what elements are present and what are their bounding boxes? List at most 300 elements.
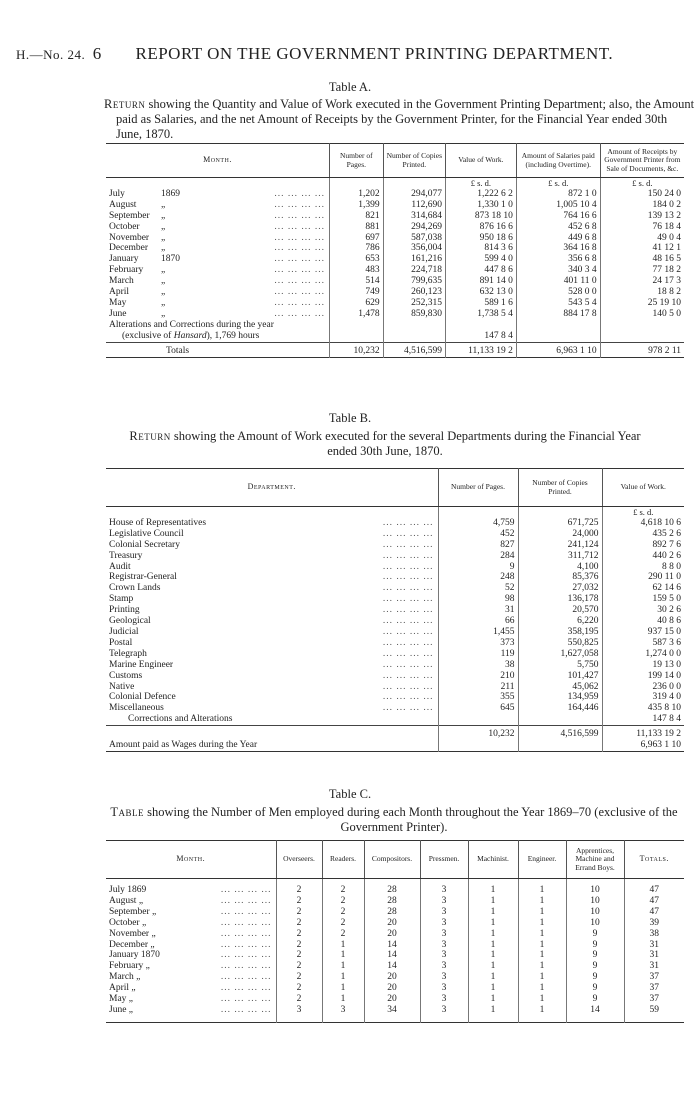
leader-dots: ... ... ... ...: [382, 616, 434, 627]
month-year: „: [161, 232, 166, 243]
value-cell: 632 13 0: [445, 287, 516, 298]
copies-cell: 136,178: [518, 594, 602, 605]
value-cell: 892 7 6: [602, 540, 684, 551]
leader-dots: ... ... ... ...: [382, 594, 434, 605]
value-cell: 1,738 5 4: [445, 309, 516, 320]
pages-cell: 514: [329, 276, 383, 287]
pages-cell: 4,759: [438, 518, 518, 529]
value-cell: 587 3 6: [602, 638, 684, 649]
month-cell: [106, 929, 276, 940]
table-a-header-receipts: Amount of Receipts by Government Printer from Sale of Documents, &c.: [600, 144, 684, 178]
table-row: [106, 692, 684, 703]
leader-dots: ... ... ... ...: [382, 539, 434, 550]
pressmen-cell: 3: [420, 907, 468, 918]
table-c-intro-lead: Table: [110, 805, 145, 819]
department-cell: [106, 649, 438, 660]
copies-cell: 356,004: [383, 243, 445, 254]
compositors-cell: 14: [364, 950, 420, 961]
engineer-cell: 1: [518, 961, 566, 972]
table-row: [106, 287, 684, 298]
receipts-cell: 48 16 5: [600, 254, 684, 265]
month-cell: [106, 940, 276, 951]
table-a-body: [106, 178, 684, 358]
month-year: „: [161, 210, 166, 221]
machinist-cell: 1: [468, 907, 518, 918]
table-row: [106, 211, 684, 222]
leader-dots: ... ... ... ...: [274, 221, 325, 232]
value-cell: 290 11 0: [602, 572, 684, 583]
empty-cell: [516, 331, 600, 342]
value-cell: 19 13 0: [602, 660, 684, 671]
salaries-cell: 364 16 8: [516, 243, 600, 254]
table-c-bottom-spacer: [106, 1016, 684, 1023]
total-copies: 4,516,599: [518, 726, 602, 740]
table-c-intro-text: showing the Number of Men employed during each Month throughout the Year 1869–70 (exclusive of the Government Printer).: [147, 805, 678, 834]
total-value: 11,133 19 2: [445, 342, 516, 357]
value-cell: 1,222 6 2: [445, 189, 516, 200]
month-year: „: [161, 243, 166, 254]
copies-cell: 671,725: [518, 518, 602, 529]
table-b-intro: [120, 429, 650, 459]
salaries-cell: 872 1 0: [516, 189, 600, 200]
value-cell: 814 3 6: [445, 243, 516, 254]
totals-cell: 47: [624, 896, 684, 907]
department-name: Audit: [109, 561, 131, 572]
month-name: January: [109, 254, 139, 265]
engineer-cell: 1: [518, 983, 566, 994]
pages-cell: 52: [438, 583, 518, 594]
leader-dots: ... ... ... ...: [382, 517, 434, 528]
month-name: August: [109, 199, 137, 210]
table-c-header-apprentices: Apprentices, Machine and Errand Boys.: [566, 841, 624, 879]
pages-cell: 452: [438, 529, 518, 540]
leader-dots: ... ... ... ...: [274, 308, 325, 319]
pages-cell: 98: [438, 594, 518, 605]
engineer-cell: 1: [518, 940, 566, 951]
table-row: [106, 562, 684, 573]
month-name: March: [109, 276, 134, 287]
department-name: Telegraph: [109, 648, 147, 659]
readers-cell: 2: [322, 918, 364, 929]
table-c-header-machinist: Machinist.: [468, 841, 518, 879]
copies-cell: 24,000: [518, 529, 602, 540]
salaries-cell: 340 3 4: [516, 265, 600, 276]
copies-cell: 294,077: [383, 189, 445, 200]
department-name: Colonial Secretary: [109, 539, 180, 550]
department-name: Printing: [109, 605, 140, 616]
leader-dots: ... ... ... ...: [220, 906, 272, 917]
overseers-cell: 2: [276, 994, 322, 1005]
engineer-cell: 1: [518, 885, 566, 896]
table-a-header-salaries: Amount of Salaries paid (including Overtime).: [516, 144, 600, 178]
totals-cell: 37: [624, 994, 684, 1005]
overseers-cell: 2: [276, 929, 322, 940]
month-cell: [106, 907, 276, 918]
table-a-caption: Table A.: [328, 80, 372, 94]
total-pages: 10,232: [329, 342, 383, 357]
leader-dots: ... ... ... ...: [382, 703, 434, 714]
page-number: 6: [92, 44, 102, 63]
month-cell: [106, 950, 276, 961]
readers-cell: 1: [322, 972, 364, 983]
empty-cell: [420, 1016, 468, 1023]
total-salaries: 6,963 1 10: [516, 342, 600, 357]
month-cell: [106, 994, 276, 1005]
month-name: June „: [109, 1004, 134, 1015]
copies-cell: 112,690: [383, 200, 445, 211]
department-cell: [106, 703, 438, 714]
overseers-cell: 2: [276, 972, 322, 983]
readers-cell: 1: [322, 983, 364, 994]
pages-cell: 1,399: [329, 200, 383, 211]
table-row: [106, 309, 684, 320]
table-row: [106, 671, 684, 682]
month-year: 1869: [161, 188, 180, 199]
leader-dots: ... ... ... ...: [220, 950, 272, 961]
table-row: [106, 518, 684, 529]
pages-cell: 38: [438, 660, 518, 671]
month-year: „: [161, 265, 166, 276]
pages-cell: 119: [438, 649, 518, 660]
leader-dots: ... ... ... ...: [220, 1004, 272, 1015]
month-name: August „: [109, 895, 144, 906]
copies-cell: 587,038: [383, 233, 445, 244]
copies-cell: 314,684: [383, 211, 445, 222]
department-cell: [106, 583, 438, 594]
table-row: [106, 649, 684, 660]
copies-cell: 311,712: [518, 551, 602, 562]
leader-dots: ... ... ... ...: [274, 297, 325, 308]
month-year: „: [161, 199, 166, 210]
leader-dots: ... ... ... ...: [382, 659, 434, 670]
month-name: May: [109, 297, 127, 308]
month-name: November „: [109, 928, 156, 939]
department-name: Native: [109, 681, 135, 692]
table-b-header-copies: Number of Copies Printed.: [518, 469, 602, 507]
month-cell: [106, 961, 276, 972]
overseers-cell: 2: [276, 907, 322, 918]
pages-cell: 697: [329, 233, 383, 244]
compositors-cell: 20: [364, 972, 420, 983]
copies-cell: 45,062: [518, 682, 602, 693]
pages-cell: 1,478: [329, 309, 383, 320]
alterations-row: [106, 320, 684, 331]
receipts-cell: 150 24 0: [600, 189, 684, 200]
month-name: July: [109, 188, 125, 199]
month-cell: [106, 222, 329, 233]
pages-cell: 373: [438, 638, 518, 649]
leader-dots: ... ... ... ...: [382, 670, 434, 681]
apprentices-cell: 9: [566, 983, 624, 994]
copies-cell: 241,124: [518, 540, 602, 551]
month-year: „: [161, 297, 166, 308]
table-row: [106, 703, 684, 714]
month-name: May „: [109, 994, 134, 1005]
department-name: Colonial Defence: [109, 692, 176, 703]
totals-cell: 31: [624, 950, 684, 961]
department-name: Crown Lands: [109, 583, 161, 594]
month-cell: [106, 983, 276, 994]
leader-dots: ... ... ... ...: [220, 917, 272, 928]
corrections-text: Corrections and Alterations: [128, 714, 233, 725]
machinist-cell: 1: [468, 994, 518, 1005]
compositors-cell: 28: [364, 885, 420, 896]
salaries-cell: 1,005 10 4: [516, 200, 600, 211]
department-name: Customs: [109, 670, 143, 681]
month-cell: [106, 972, 276, 983]
department-cell: [106, 518, 438, 529]
month-name: January 1870: [109, 950, 160, 961]
apprentices-cell: 10: [566, 896, 624, 907]
value-cell: 159 5 0: [602, 594, 684, 605]
department-name: Legislative Council: [109, 528, 184, 539]
month-cell: [106, 918, 276, 929]
page-header: [16, 44, 686, 64]
table-row: [106, 994, 684, 1005]
leader-dots: ... ... ... ...: [274, 287, 325, 298]
department-cell: [106, 627, 438, 638]
table-row: [106, 189, 684, 200]
value-cell: 589 1 6: [445, 298, 516, 309]
table-a-intro-text: showing the Quantity and Value of Work executed in the Government Printing Department; also, the Amount paid as Salaries, and the net Amount of Receipts by the Government Printer, for the Financial Year ended 30th June, 1870.: [116, 97, 695, 141]
department-cell: [106, 671, 438, 682]
department-name: Stamp: [109, 594, 134, 605]
empty-cell: [566, 1016, 624, 1023]
department-cell: [106, 660, 438, 671]
pressmen-cell: 3: [420, 929, 468, 940]
table-row: [106, 298, 684, 309]
receipts-cell: 184 0 2: [600, 200, 684, 211]
month-cell: [106, 287, 329, 298]
table-c-header-month: Month.: [106, 841, 276, 879]
readers-cell: 2: [322, 896, 364, 907]
corrections-label: [106, 714, 438, 725]
value-cell: 8 8 0: [602, 562, 684, 573]
total-value: 11,133 19 2: [602, 726, 684, 740]
department-cell: [106, 562, 438, 573]
empty-cell: [322, 1016, 364, 1023]
leader-dots: ... ... ... ...: [220, 895, 272, 906]
empty-cell: [518, 740, 602, 751]
pages-cell: 210: [438, 671, 518, 682]
alterations-label-1: Alterations and Corrections during the year: [109, 319, 274, 330]
totals-cell: 59: [624, 1005, 684, 1016]
leader-dots: ... ... ... ...: [274, 188, 325, 199]
totals-cell: 37: [624, 983, 684, 994]
value-cell: 1,330 1 0: [445, 200, 516, 211]
copies-cell: 260,123: [383, 287, 445, 298]
leader-dots: ... ... ... ...: [382, 572, 434, 583]
table-b-header-pages: Number of Pages.: [438, 469, 518, 507]
table-row: [106, 254, 684, 265]
empty-cell: [438, 740, 518, 751]
pages-cell: 66: [438, 616, 518, 627]
apprentices-cell: 10: [566, 918, 624, 929]
leader-dots: ... ... ... ...: [382, 605, 434, 616]
table-row: [106, 594, 684, 605]
copies-cell: 358,195: [518, 627, 602, 638]
month-cell: [106, 1005, 276, 1016]
leader-dots: ... ... ... ...: [220, 928, 272, 939]
month-cell: [106, 189, 329, 200]
leader-dots: ... ... ... ...: [274, 276, 325, 287]
apprentices-cell: 9: [566, 994, 624, 1005]
value-cell: 319 4 0: [602, 692, 684, 703]
month-cell: [106, 309, 329, 320]
copies-cell: 224,718: [383, 265, 445, 276]
machinist-cell: 1: [468, 983, 518, 994]
value-cell: 937 15 0: [602, 627, 684, 638]
value-cell: 950 18 6: [445, 233, 516, 244]
empty-cell: [329, 331, 383, 342]
leader-dots: ... ... ... ...: [382, 626, 434, 637]
leader-dots: ... ... ... ...: [382, 692, 434, 703]
table-a-header-pages: Number of Pages.: [329, 144, 383, 178]
month-year: 1870: [161, 254, 180, 265]
copies-cell: 1,627,058: [518, 649, 602, 660]
pages-cell: 483: [329, 265, 383, 276]
value-cell: 447 8 6: [445, 265, 516, 276]
department-cell: [106, 572, 438, 583]
pages-cell: 284: [438, 551, 518, 562]
month-cell: [106, 211, 329, 222]
leader-dots: ... ... ... ...: [274, 210, 325, 221]
salaries-cell: 543 5 4: [516, 298, 600, 309]
pages-cell: 827: [438, 540, 518, 551]
table-a-header-value: Value of Work.: [445, 144, 516, 178]
table-row: [106, 276, 684, 287]
pages-cell: 645: [438, 703, 518, 714]
department-name: Geological: [109, 616, 151, 627]
table-c-body: [106, 879, 684, 1023]
pressmen-cell: 3: [420, 961, 468, 972]
month-name: June: [109, 308, 127, 319]
total-receipts: 978 2 11: [600, 342, 684, 357]
table-row: [106, 540, 684, 551]
pressmen-cell: 3: [420, 994, 468, 1005]
alterations-hansard: Hansard: [173, 330, 207, 341]
value-cell: 40 8 6: [602, 616, 684, 627]
overseers-cell: 2: [276, 896, 322, 907]
pages-cell: 653: [329, 254, 383, 265]
table-row: [106, 529, 684, 540]
table-c-header-engineer: Engineer.: [518, 841, 566, 879]
overseers-cell: 2: [276, 940, 322, 951]
apprentices-cell: 9: [566, 961, 624, 972]
month-name: December „: [109, 939, 155, 950]
compositors-cell: 14: [364, 961, 420, 972]
table-c-intro: [104, 805, 684, 835]
leader-dots: ... ... ... ...: [274, 199, 325, 210]
department-cell: [106, 594, 438, 605]
compositors-cell: 20: [364, 983, 420, 994]
table-row: [106, 572, 684, 583]
pages-cell: 355: [438, 692, 518, 703]
totals-label: Totals: [106, 342, 329, 357]
pressmen-cell: 3: [420, 940, 468, 951]
machinist-cell: 1: [468, 885, 518, 896]
month-year: „: [161, 308, 166, 319]
receipts-cell: 49 0 4: [600, 233, 684, 244]
pressmen-cell: 3: [420, 1005, 468, 1016]
compositors-cell: 20: [364, 929, 420, 940]
value-cell: 30 2 6: [602, 605, 684, 616]
apprentices-cell: 10: [566, 885, 624, 896]
leader-dots: ... ... ... ...: [220, 939, 272, 950]
alterations-row-2: [106, 331, 684, 342]
readers-cell: 2: [322, 929, 364, 940]
compositors-cell: 20: [364, 994, 420, 1005]
month-cell: [106, 276, 329, 287]
department-name: Treasury: [109, 550, 143, 561]
engineer-cell: 1: [518, 994, 566, 1005]
copies-cell: 550,825: [518, 638, 602, 649]
wages-label: [106, 740, 438, 751]
value-cell: 891 14 0: [445, 276, 516, 287]
overseers-cell: 3: [276, 1005, 322, 1016]
receipts-cell: 140 5 0: [600, 309, 684, 320]
table-b-body: [106, 507, 684, 752]
table-c: [106, 840, 684, 1023]
machinist-cell: 1: [468, 940, 518, 951]
month-name: September „: [109, 906, 157, 917]
empty-cell: [600, 320, 684, 331]
empty-cell: [518, 714, 602, 725]
table-row: [106, 660, 684, 671]
pressmen-cell: 3: [420, 950, 468, 961]
leader-dots: ... ... ... ...: [220, 983, 272, 994]
apprentices-cell: 14: [566, 1005, 624, 1016]
readers-cell: 1: [322, 961, 364, 972]
table-row: [106, 551, 684, 562]
readers-cell: 1: [322, 940, 364, 951]
engineer-cell: 1: [518, 907, 566, 918]
department-cell: [106, 692, 438, 703]
wages-value: 6,963 1 10: [602, 740, 684, 751]
leader-dots: ... ... ... ...: [382, 637, 434, 648]
empty-cell: [364, 1016, 420, 1023]
value-cell: 873 18 10: [445, 211, 516, 222]
month-cell: [106, 200, 329, 211]
department-cell: [106, 616, 438, 627]
pages-cell: 749: [329, 287, 383, 298]
department-cell: [106, 540, 438, 551]
engineer-cell: 1: [518, 896, 566, 907]
empty-cell: [106, 1016, 276, 1023]
copies-cell: 161,216: [383, 254, 445, 265]
totals-cell: 47: [624, 907, 684, 918]
overseers-cell: 2: [276, 983, 322, 994]
receipts-cell: 76 18 4: [600, 222, 684, 233]
month-name: February „: [109, 961, 150, 972]
table-a-intro: [104, 97, 696, 142]
engineer-cell: 1: [518, 918, 566, 929]
compositors-cell: 28: [364, 896, 420, 907]
table-row: [106, 200, 684, 211]
pressmen-cell: 3: [420, 885, 468, 896]
table-row: [106, 616, 684, 627]
apprentices-cell: 9: [566, 972, 624, 983]
engineer-cell: 1: [518, 972, 566, 983]
value-cell: 4,618 10 6: [602, 518, 684, 529]
table-row: [106, 918, 684, 929]
table-a-units-receipts: £ s. d.: [600, 178, 684, 189]
value-cell: 435 2 6: [602, 529, 684, 540]
month-cell: [106, 233, 329, 244]
table-b-caption: Table B.: [328, 411, 372, 425]
machinist-cell: 1: [468, 929, 518, 940]
corrections-value: 147 8 4: [602, 714, 684, 725]
